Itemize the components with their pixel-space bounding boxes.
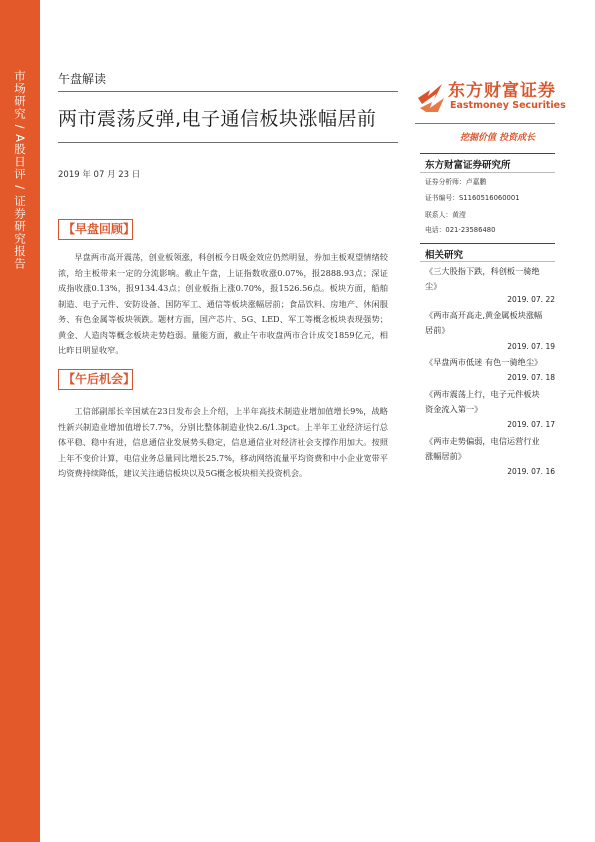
related-item-title[interactable]: 《两市高开高走,黄金属板块涨幅居前》 bbox=[425, 310, 543, 335]
brand-name-en: Eastmoney Securities bbox=[450, 100, 566, 111]
section-body-afternoon-opportunity: 工信部副部长辛国斌在23日发布会上介绍，上半年高技术制造业增加值增长9%，战略性新兴制造业增加值增长7.7%，分别比整体制造业快2.6/1.3pct。上半年工业经济运行总体平稳、稳中有进，信息通信业发展势头稳定，信息通信业对经济社会支撑作用加大。按照上年不变价计算，电信业务总量同比增长25.7%，移动网络流量平均资费和中小企业宽带平均资费持续降低，建议关注通信板块以及5G概念板块相关投资机会。 bbox=[58, 406, 388, 478]
related-item-date: 2019. 07. 22 bbox=[507, 295, 555, 304]
related-item-date: 2019. 07. 16 bbox=[507, 467, 555, 476]
brand-slogan: 挖掘价值 投资成长 bbox=[460, 133, 536, 143]
contact-person: 联系人：黄滢 bbox=[425, 211, 466, 219]
related-item-date: 2019. 07. 19 bbox=[507, 342, 555, 351]
related-top-divider bbox=[420, 243, 555, 244]
section-body-morning-review: 早盘两市高开震荡，创业板领涨，科创板今日吸金效应仍然明显，券加主板观望情绪较浓，给主板带来一定的分流影响。截止午盘，上证指数收涨0.07%，报2888.93点；深证成指收涨0.13%，报9134.43点；创业板指上涨0.70%，报1526.56点。板块方面，船舶制造、电子元件、安防设备、国防军工、通信等板块涨幅居前；食品饮料、房地产、休闲服务、有色金属等板块领跌。题材方面，国产芯片、5G、LED、军工等概念板块表现强势；黄金、人造肉等概念板块走势趋弱。量能方面，截止午市收盘两市合计成交1859亿元，相比昨日明显收窄。 bbox=[58, 252, 388, 355]
related-research-heading: 相关研究 bbox=[425, 250, 464, 261]
section-heading-afternoon-opportunity: 【午后机会】 bbox=[58, 369, 133, 390]
logo-divider bbox=[415, 123, 555, 124]
section-tag: 午盘解读 bbox=[58, 72, 107, 86]
institute-bottom-divider bbox=[420, 172, 555, 173]
related-item-date: 2019. 07. 18 bbox=[507, 373, 555, 382]
analyst-name: 证券分析师：卢嘉鹏 bbox=[425, 178, 487, 186]
title-bottom-divider bbox=[58, 142, 398, 143]
institute-name: 东方财富证券研究所 bbox=[425, 160, 511, 171]
institute-top-divider bbox=[420, 153, 555, 154]
brand-name-cn: 东方财富证券 bbox=[448, 81, 556, 101]
related-item-title[interactable]: 《早盘两市低迷 有色一骑绝尘》 bbox=[425, 357, 543, 367]
sidebar-category-text: 市场研究 / A股日评 / 证券研究报告 bbox=[13, 70, 27, 270]
related-item-title[interactable]: 《三大股指下跌，科创板一骑绝尘》 bbox=[425, 266, 540, 291]
related-item-title[interactable]: 《两市震荡上行，电子元件板块资金流入第一》 bbox=[425, 389, 540, 414]
left-sidebar bbox=[0, 0, 40, 842]
page-title: 两市震荡反弹,电子通信板块涨幅居前 bbox=[58, 108, 377, 130]
section-heading-morning-review: 【早盘回顾】 bbox=[58, 219, 133, 240]
related-bottom-divider bbox=[420, 261, 555, 262]
report-date: 2019 年 07 月 23 日 bbox=[58, 170, 141, 180]
contact-phone: 电话：021-23586480 bbox=[425, 226, 496, 234]
related-item-title[interactable]: 《两市走势偏弱，电信运营行业涨幅居前》 bbox=[425, 436, 540, 461]
eastmoney-logo-icon bbox=[416, 78, 446, 114]
title-top-divider bbox=[58, 91, 398, 92]
certificate-number: 证书编号：S1160516060001 bbox=[425, 194, 520, 202]
related-item-date: 2019. 07. 17 bbox=[507, 420, 555, 429]
